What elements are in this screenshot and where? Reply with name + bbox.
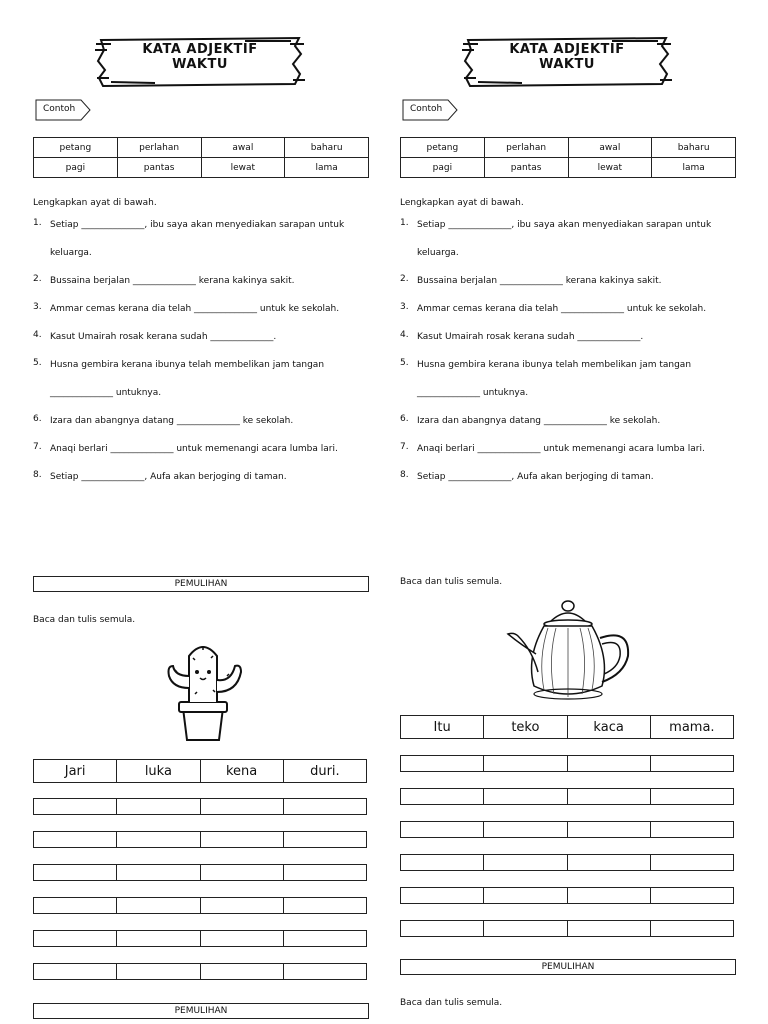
instruction-text: Lengkapkan ayat di bawah. <box>400 198 524 208</box>
writing-cell[interactable] <box>117 898 200 914</box>
question-number: 4. <box>400 330 409 340</box>
sentence-word: luka <box>117 760 200 783</box>
question-text-cont: ______________ untuknya. <box>50 388 162 398</box>
writing-cell[interactable] <box>567 921 650 937</box>
question-number: 6. <box>33 414 42 424</box>
question-number: 4. <box>33 330 42 340</box>
writing-cell[interactable] <box>34 799 117 815</box>
question-item <box>400 442 736 470</box>
table-row <box>401 158 736 178</box>
instruction-text: Lengkapkan ayat di bawah. <box>33 198 157 208</box>
title-banner <box>462 36 672 88</box>
writing-row[interactable] <box>34 865 367 881</box>
word-bank-table <box>400 137 736 178</box>
question-item <box>33 218 369 274</box>
writing-row[interactable] <box>401 888 734 904</box>
writing-cell[interactable] <box>567 822 650 838</box>
writing-cell[interactable] <box>484 789 567 805</box>
question-item <box>400 274 736 302</box>
title-line-1: KATA ADJEKTIF <box>142 42 258 57</box>
question-number: 2. <box>33 274 42 284</box>
writing-row[interactable] <box>34 964 367 980</box>
question-text: Husna gembira kerana ibunya telah membelikan jam tangan <box>417 360 692 370</box>
writing-cell[interactable] <box>650 855 733 871</box>
table-row <box>401 138 736 158</box>
question-text: Kasut Umairah rosak kerana sudah ______________. <box>50 332 277 342</box>
writing-cell[interactable] <box>283 931 366 947</box>
table-row <box>34 158 369 178</box>
writing-cell[interactable] <box>283 799 366 815</box>
writing-cell[interactable] <box>283 865 366 881</box>
writing-cell[interactable] <box>200 865 283 881</box>
writing-row[interactable] <box>401 789 734 805</box>
word-cell: lewat <box>201 158 285 178</box>
question-item <box>33 302 369 330</box>
writing-cell[interactable] <box>567 789 650 805</box>
question-item <box>33 330 369 358</box>
question-text: Husna gembira kerana ibunya telah membelikan jam tangan <box>50 360 325 370</box>
question-text: Setiap ______________, Aufa akan berjoging di taman. <box>50 472 287 482</box>
question-text: Ammar cemas kerana dia telah ______________ untuk ke sekolah. <box>50 304 340 314</box>
cactus-icon <box>157 636 249 744</box>
table-row <box>34 760 367 783</box>
writing-cell[interactable] <box>401 921 484 937</box>
word-cell: pagi <box>401 158 485 178</box>
sentence-table <box>33 759 367 783</box>
question-item <box>33 442 369 470</box>
sentence-word: mama. <box>650 716 733 739</box>
writing-cell[interactable] <box>117 865 200 881</box>
question-item <box>33 358 369 414</box>
writing-cell[interactable] <box>200 964 283 980</box>
writing-cell[interactable] <box>650 822 733 838</box>
pemulihan-heading: PEMULIHAN <box>400 959 736 975</box>
question-number: 7. <box>400 442 409 452</box>
question-text: Izara dan abangnya datang ______________ ke sekolah. <box>50 416 294 426</box>
writing-cell[interactable] <box>34 832 117 848</box>
writing-cell[interactable] <box>484 756 567 772</box>
writing-cell[interactable] <box>200 799 283 815</box>
question-text: Anaqi berlari ______________ untuk memenangi acara lumba lari. <box>417 444 705 454</box>
question-item <box>33 274 369 302</box>
writing-row[interactable] <box>34 799 367 815</box>
writing-cell[interactable] <box>283 832 366 848</box>
contoh-tag <box>402 99 458 121</box>
question-text: Setiap ______________, ibu saya akan menyediakan sarapan untuk <box>50 220 345 230</box>
sentence-word: Jari <box>34 760 117 783</box>
writing-row[interactable] <box>401 921 734 937</box>
word-cell: awal <box>201 138 285 158</box>
writing-cell[interactable] <box>484 888 567 904</box>
question-number: 8. <box>400 470 409 480</box>
question-item <box>400 302 736 330</box>
teapot-picture <box>504 598 634 706</box>
writing-cell[interactable] <box>650 888 733 904</box>
writing-cell[interactable] <box>200 832 283 848</box>
question-list <box>400 218 736 498</box>
question-text-cont: ______________ untuknya. <box>417 388 529 398</box>
word-cell: petang <box>34 138 118 158</box>
writing-cell[interactable] <box>401 789 484 805</box>
contoh-tag <box>35 99 91 121</box>
worksheet-right <box>400 0 736 1024</box>
question-text: Setiap ______________, ibu saya akan menyediakan sarapan untuk <box>417 220 712 230</box>
pemulihan-heading-2: PEMULIHAN <box>33 1003 369 1019</box>
writing-cell[interactable] <box>567 855 650 871</box>
writing-cell[interactable] <box>401 822 484 838</box>
question-item <box>33 414 369 442</box>
word-cell: baharu <box>652 138 736 158</box>
word-cell: lama <box>285 158 369 178</box>
sentence-word: teko <box>484 716 567 739</box>
question-item <box>400 414 736 442</box>
sentence-word: duri. <box>283 760 366 783</box>
writing-cell[interactable] <box>567 888 650 904</box>
question-number: 7. <box>33 442 42 452</box>
writing-cell[interactable] <box>650 789 733 805</box>
writing-cell[interactable] <box>650 756 733 772</box>
question-number: 5. <box>33 358 42 368</box>
title-line-2: WAKTU <box>539 57 595 72</box>
question-number: 3. <box>33 302 42 312</box>
question-item <box>400 358 736 414</box>
question-text-cont: keluarga. <box>50 248 92 258</box>
writing-cell[interactable] <box>401 756 484 772</box>
baca-tulis-instruction: Baca dan tulis semula. <box>400 577 503 587</box>
table-row <box>401 716 734 739</box>
word-cell: perlahan <box>484 138 568 158</box>
word-cell: baharu <box>285 138 369 158</box>
writing-cell[interactable] <box>484 822 567 838</box>
writing-cell[interactable] <box>200 931 283 947</box>
sentence-word: kena <box>200 760 283 783</box>
title-line-2: WAKTU <box>172 57 228 72</box>
writing-row[interactable] <box>401 822 734 838</box>
word-cell: lewat <box>568 158 652 178</box>
contoh-label: Contoh <box>410 104 443 114</box>
question-list <box>33 218 369 498</box>
word-cell: pagi <box>34 158 118 178</box>
question-item <box>400 330 736 358</box>
writing-cell[interactable] <box>283 898 366 914</box>
word-cell: perlahan <box>117 138 201 158</box>
question-text: Kasut Umairah rosak kerana sudah ______________. <box>417 332 644 342</box>
question-text: Anaqi berlari ______________ untuk memenangi acara lumba lari. <box>50 444 338 454</box>
question-text-cont: keluarga. <box>417 248 459 258</box>
title-banner <box>95 36 305 88</box>
writing-row[interactable] <box>34 898 367 914</box>
pemulihan-heading: PEMULIHAN <box>33 576 369 592</box>
question-text: Setiap ______________, Aufa akan berjoging di taman. <box>417 472 654 482</box>
question-item <box>33 470 369 498</box>
worksheet-left <box>33 0 369 1024</box>
question-number: 1. <box>400 218 409 228</box>
writing-row[interactable] <box>401 756 734 772</box>
title-line-1: KATA ADJEKTIF <box>509 42 625 57</box>
writing-rows <box>400 755 734 937</box>
word-cell: lama <box>652 158 736 178</box>
question-text: Izara dan abangnya datang ______________ ke sekolah. <box>417 416 661 426</box>
baca-tulis-instruction: Baca dan tulis semula. <box>33 615 136 625</box>
word-cell: awal <box>568 138 652 158</box>
sentence-word: kaca <box>567 716 650 739</box>
question-text: Bussaina berjalan ______________ kerana kakinya sakit. <box>417 276 662 286</box>
writing-row[interactable] <box>34 832 367 848</box>
baca-tulis-instruction-2: Baca dan tulis semula. <box>400 998 503 1008</box>
writing-cell[interactable] <box>117 964 200 980</box>
writing-cell[interactable] <box>484 855 567 871</box>
question-text: Bussaina berjalan ______________ kerana kakinya sakit. <box>50 276 295 286</box>
question-item <box>400 470 736 498</box>
teapot-icon <box>504 598 634 702</box>
contoh-label: Contoh <box>43 104 76 114</box>
word-bank-table <box>33 137 369 178</box>
word-cell: pantas <box>117 158 201 178</box>
writing-rows <box>33 798 367 980</box>
writing-cell[interactable] <box>484 921 567 937</box>
question-number: 8. <box>33 470 42 480</box>
writing-cell[interactable] <box>567 756 650 772</box>
question-number: 5. <box>400 358 409 368</box>
writing-cell[interactable] <box>401 855 484 871</box>
writing-row[interactable] <box>34 931 367 947</box>
question-number: 1. <box>33 218 42 228</box>
writing-cell[interactable] <box>34 865 117 881</box>
question-text: Ammar cemas kerana dia telah ______________ untuk ke sekolah. <box>417 304 707 314</box>
question-number: 6. <box>400 414 409 424</box>
cactus-picture <box>157 636 249 748</box>
table-row <box>34 138 369 158</box>
question-number: 2. <box>400 274 409 284</box>
writing-cell[interactable] <box>401 888 484 904</box>
writing-cell[interactable] <box>200 898 283 914</box>
writing-cell[interactable] <box>650 921 733 937</box>
question-item <box>400 218 736 274</box>
writing-cell[interactable] <box>34 964 117 980</box>
word-cell: pantas <box>484 158 568 178</box>
sentence-word: Itu <box>401 716 484 739</box>
writing-cell[interactable] <box>117 832 200 848</box>
writing-cell[interactable] <box>283 964 366 980</box>
writing-cell[interactable] <box>34 931 117 947</box>
sentence-table <box>400 715 734 739</box>
writing-row[interactable] <box>401 855 734 871</box>
writing-cell[interactable] <box>117 931 200 947</box>
question-number: 3. <box>400 302 409 312</box>
writing-cell[interactable] <box>34 898 117 914</box>
writing-cell[interactable] <box>117 799 200 815</box>
word-cell: petang <box>401 138 485 158</box>
